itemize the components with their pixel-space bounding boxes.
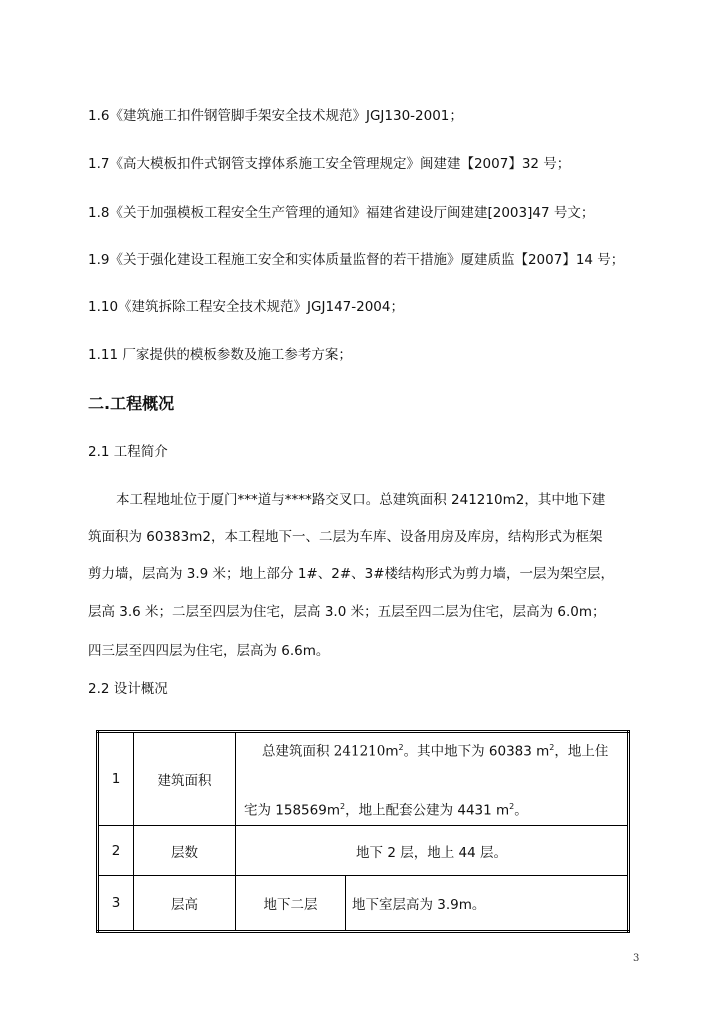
ref-1-10: 1.10《建筑拆除工程安全技术规范》JGJ147-2004；	[88, 299, 404, 315]
subsection-2-2: 2.2 设计概况	[88, 681, 168, 697]
height-value: 地下室层高为 3.9m。	[346, 876, 629, 932]
subsection-2-1: 2.1 工程简介	[88, 444, 168, 460]
row-label: 层高	[134, 876, 236, 932]
ref-1-7: 1.7《高大模板扣件式钢管支撑体系施工安全管理规定》闽建建【2007】32 号；	[88, 156, 571, 172]
intro-line-2: 筑面积为 60383m2，本工程地下一、二层为车库、设备用房及库房，结构形式为框架	[88, 529, 603, 545]
intro-line-3: 剪力墙，层高为 3.9 米；地上部分 1#、2#、3#楼结构形式为剪力墙，一层为架空层，	[88, 566, 615, 582]
row-number: 3	[98, 876, 134, 932]
intro-line-1: 本工程地址位于厦门***道与****路交叉口。总建筑面积 241210m2，其中地下建	[116, 492, 606, 508]
floors-value: 地下 2 层，地上 44 层。	[236, 826, 629, 876]
design-overview-table	[96, 730, 630, 933]
intro-line-5: 四三层至四四层为住宅，层高为 6.6m。	[88, 643, 330, 659]
table-row	[98, 732, 629, 826]
page-number: 3	[633, 953, 640, 964]
row-number: 2	[98, 826, 134, 876]
row-label: 层数	[134, 826, 236, 876]
ref-1-11: 1.11 厂家提供的模板参数及施工参考方案；	[88, 347, 352, 363]
table-row	[98, 876, 629, 932]
section-title: 二.工程概况	[88, 394, 175, 413]
ref-1-9: 1.9《关于强化建设工程施工安全和实体质量监督的若干措施》厦建质监【2007】14 号；	[88, 252, 625, 268]
ref-1-8: 1.8《关于加强模板工程安全生产管理的通知》福建省建设厅闽建建[2003]47 号文；	[88, 205, 595, 221]
row-number: 1	[98, 732, 134, 826]
row-label: 建筑面积	[134, 732, 236, 826]
table-row	[98, 826, 629, 876]
intro-line-4: 层高 3.6 米；二层至四层为住宅，层高 3.0 米；五层至四二层为住宅，层高为 6.0m；	[88, 604, 606, 620]
row-sublabel: 地下二层	[236, 876, 346, 932]
area-value: 总建筑面积 $241210m^2$。其中地下为 60383 $m^2$，地上住 宅为 $158569m^2$，地上配套公建为 4431 $m^2$。	[236, 732, 629, 826]
ref-1-6: 1.6《建筑施工扣件钢管脚手架安全技术规范》JGJ130-2001；	[88, 108, 463, 124]
